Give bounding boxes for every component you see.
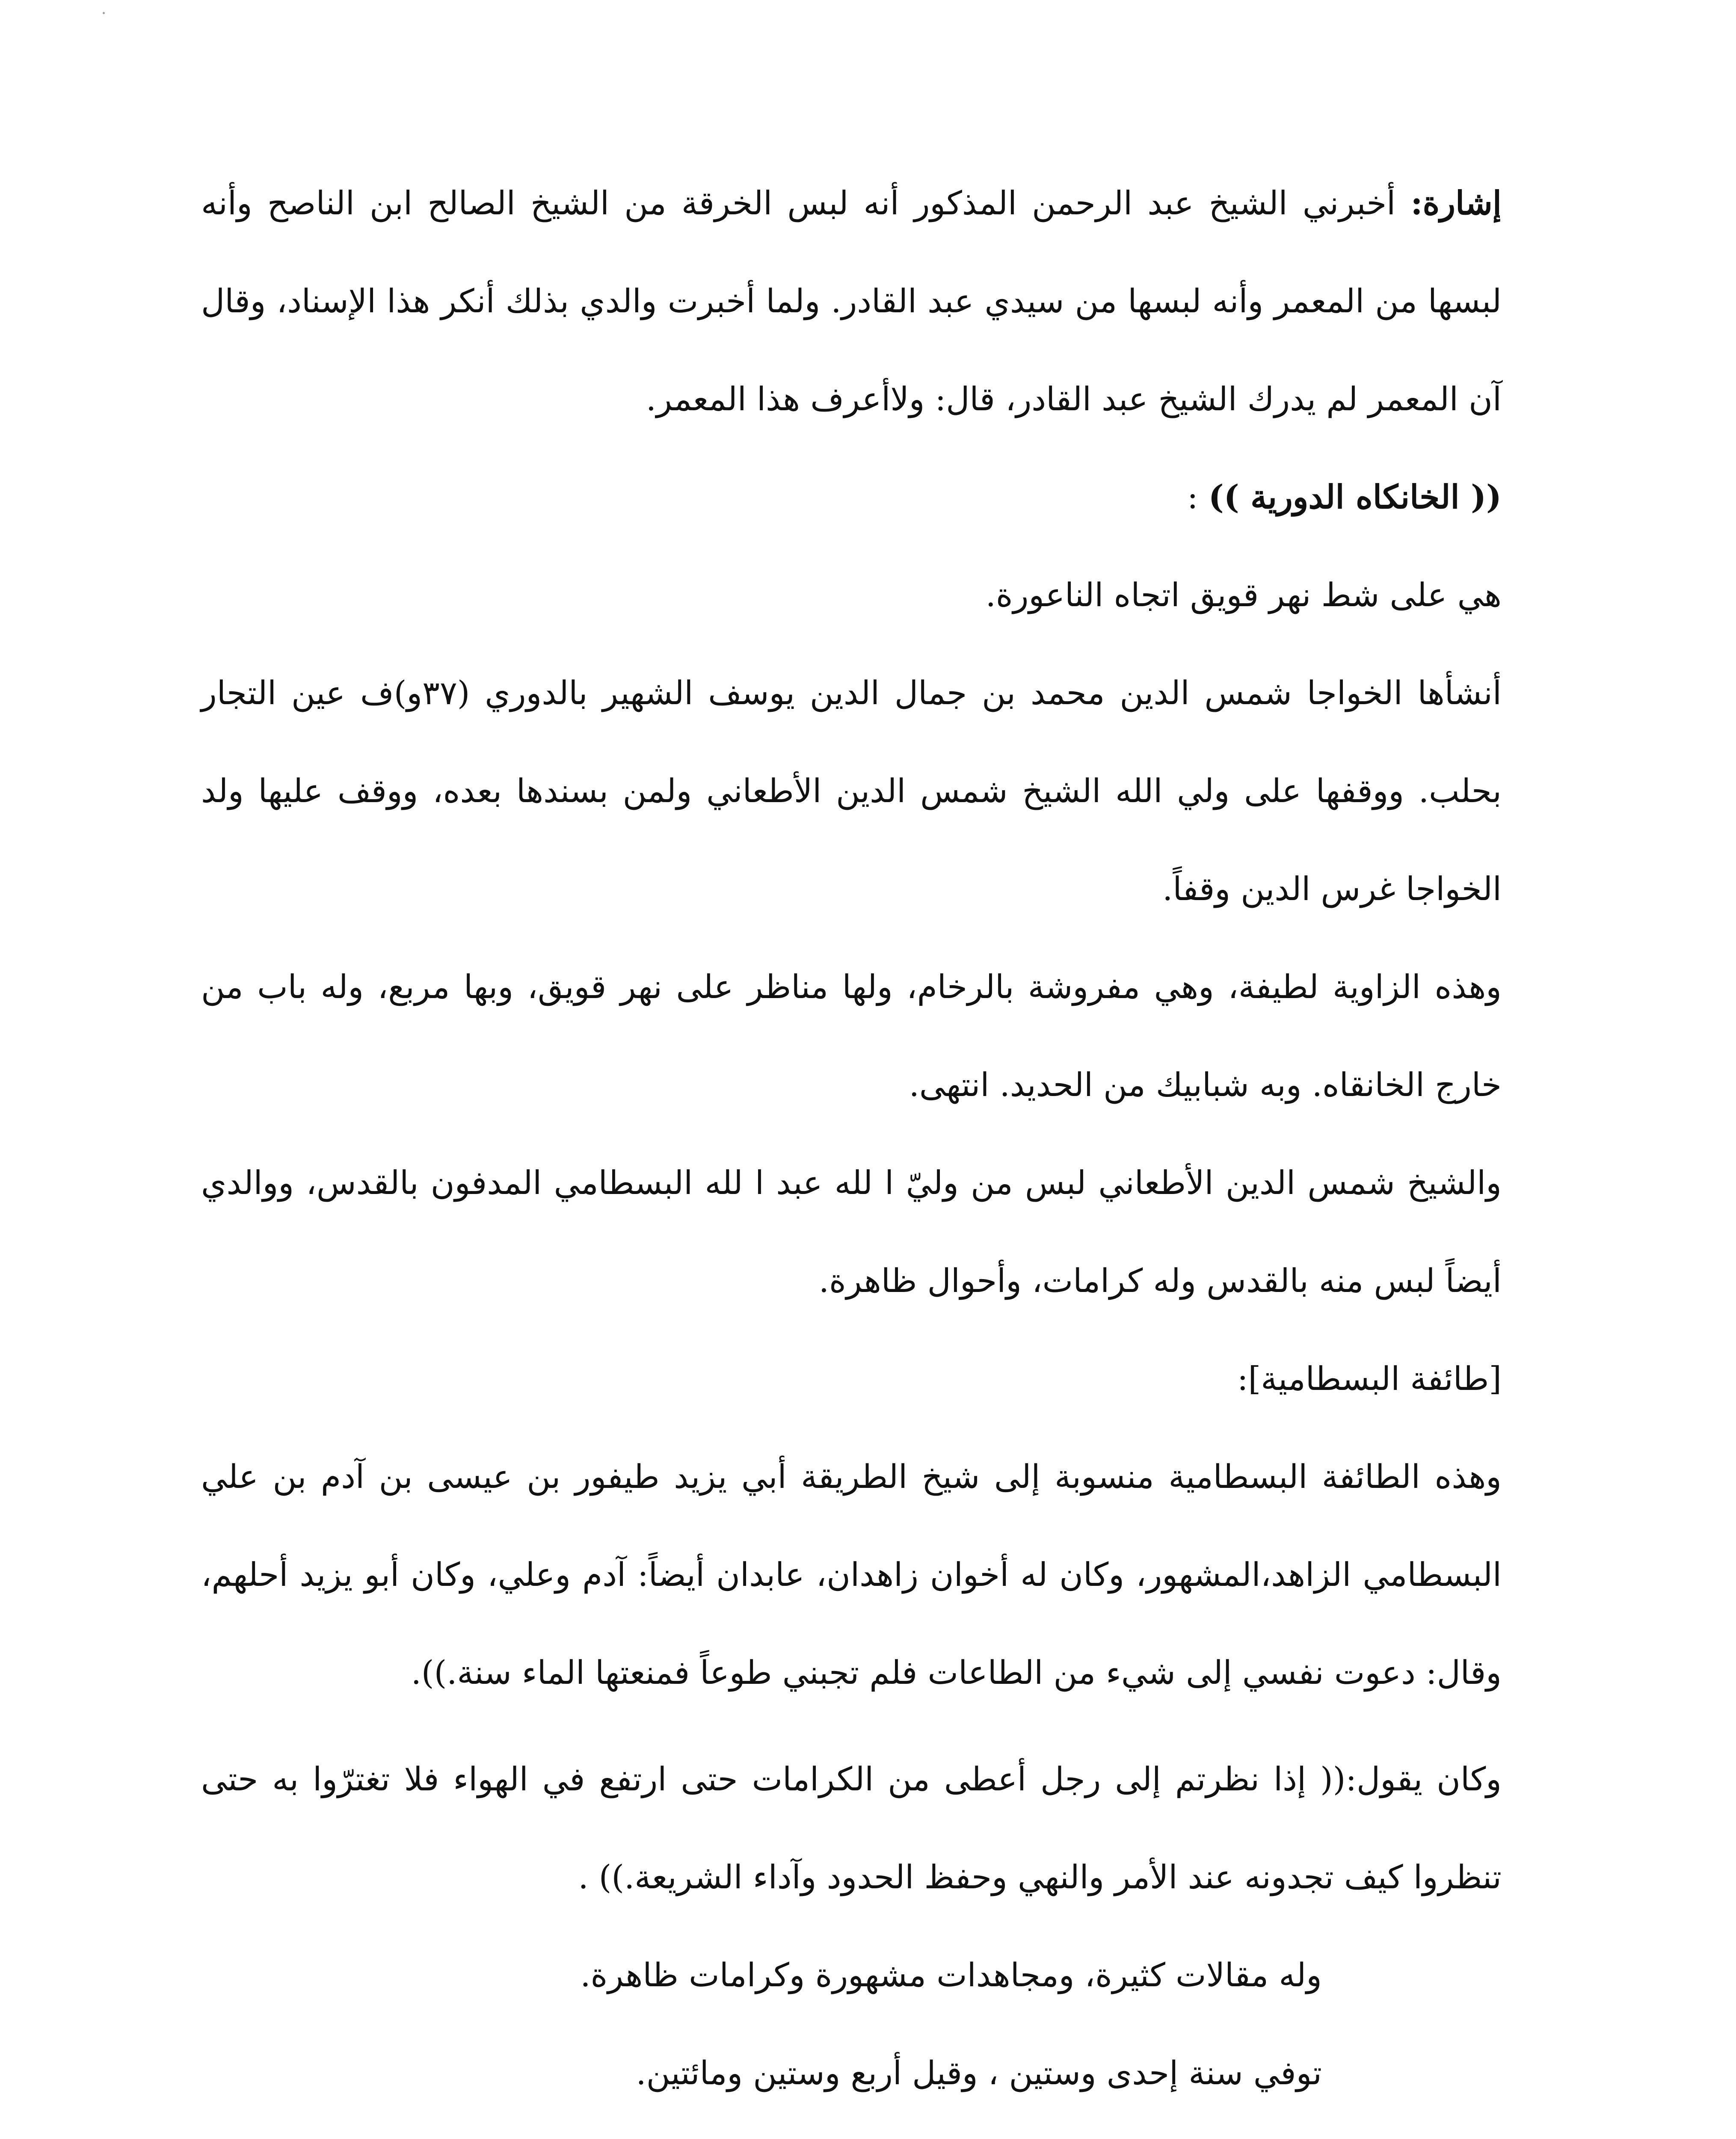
paragraph-bistamiyya [201, 1428, 1502, 1721]
paragraph-text: وهذه الطائفة البسطامية منسوبة إلى شيخ الطريقة أبي يزيد طيفور بن عيسى بن آدم بن علي البسطامي الزاهد،المشهور، وكان له أخوان زاهدان، عابدان أيضاً: آدم وعلي، وكان أبو يزيد أحلهم، وقال: دعوت نفسي إلى شيء من الطاعات فلم تجبني طوعاً فمنعتها الماء سنة.)). [201, 1458, 1502, 1692]
heading-text: [طائفة البسطامية]: [1237, 1360, 1502, 1398]
paragraph-text: هي على شط نهر قويق اتجاه الناعورة. [985, 576, 1502, 614]
paragraph-quote [201, 1730, 1502, 1926]
heading-tail: : [1187, 478, 1209, 516]
section-heading-khanqah [201, 448, 1502, 546]
heading-text: (( الخانكاه الدورية )) [1208, 478, 1502, 516]
paragraph-text: توفي سنة إحدى وستين ، وقيل أربع وستين ومائتين. [636, 2054, 1322, 2092]
paragraph-text: أنشأها الخواجا شمس الدين محمد بن جمال الدين يوسف الشهير بالدوري (٣٧و)ف عين التجار بحلب. ووقفها على ولي الله الشيخ شمس الدين الأطعاني ولمن بسندها بعده، ووقف عليها ولد الخواجا غرس الدين وقفاً. [201, 674, 1502, 908]
paragraph-text: وكان يقول:(( إذا نظرتم إلى رجل أعطى من الكرامات حتى ارتفع في الهواء فلا تغترّوا به حتى تنظروا كيف تجدونه عند الأمر والنهي وحفظ الحدود وآداء الشريعة.)) . [201, 1760, 1502, 1896]
section-heading-bistamiyya [201, 1330, 1502, 1428]
paragraph-text: وله مقالات كثيرة، ومجاهدات مشهورة وكرامات ظاهرة. [580, 1956, 1322, 1994]
paragraph-location [201, 546, 1502, 644]
paragraph-description [201, 938, 1502, 1134]
paragraph-lead: إشارة: [1410, 184, 1502, 222]
scan-speck [103, 12, 105, 14]
page-body [201, 154, 1502, 2122]
paragraph-sayings [201, 1926, 1502, 2024]
paragraph-text: والشيخ شمس الدين الأطعاني لبس من وليّ ا لله عبد ا لله البسطامي المدفون بالقدس، ووالدي أيضاً لبس منه بالقدس وله كرامات، وأحوال ظاهرة. [201, 1164, 1502, 1300]
paragraph-text: وهذه الزاوية لطيفة، وهي مفروشة بالرخام، ولها مناظر على نهر قويق، وبها مربع، وله باب من خارج الخانقاه. وبه شبابيك من الحديد. انتهى. [201, 968, 1502, 1104]
paragraph-shams-al-din [201, 1134, 1502, 1330]
paragraph-text: أخبرني الشيخ عبد الرحمن المذكور أنه لبس الخرقة من الشيخ الصالح ابن الناصح وأنه لبسها من المعمر وأنه لبسها من سيدي عبد القادر. ولما أخبرت والدي بذلك أنكر هذا الإسناد، وقال آن المعمر لم يدرك الشيخ عبد القادر، قال: ولاأعرف هذا المعمر. [201, 184, 1502, 418]
paragraph-death [201, 2024, 1502, 2122]
paragraph-isharah [201, 154, 1502, 448]
paragraph-founder [201, 644, 1502, 938]
